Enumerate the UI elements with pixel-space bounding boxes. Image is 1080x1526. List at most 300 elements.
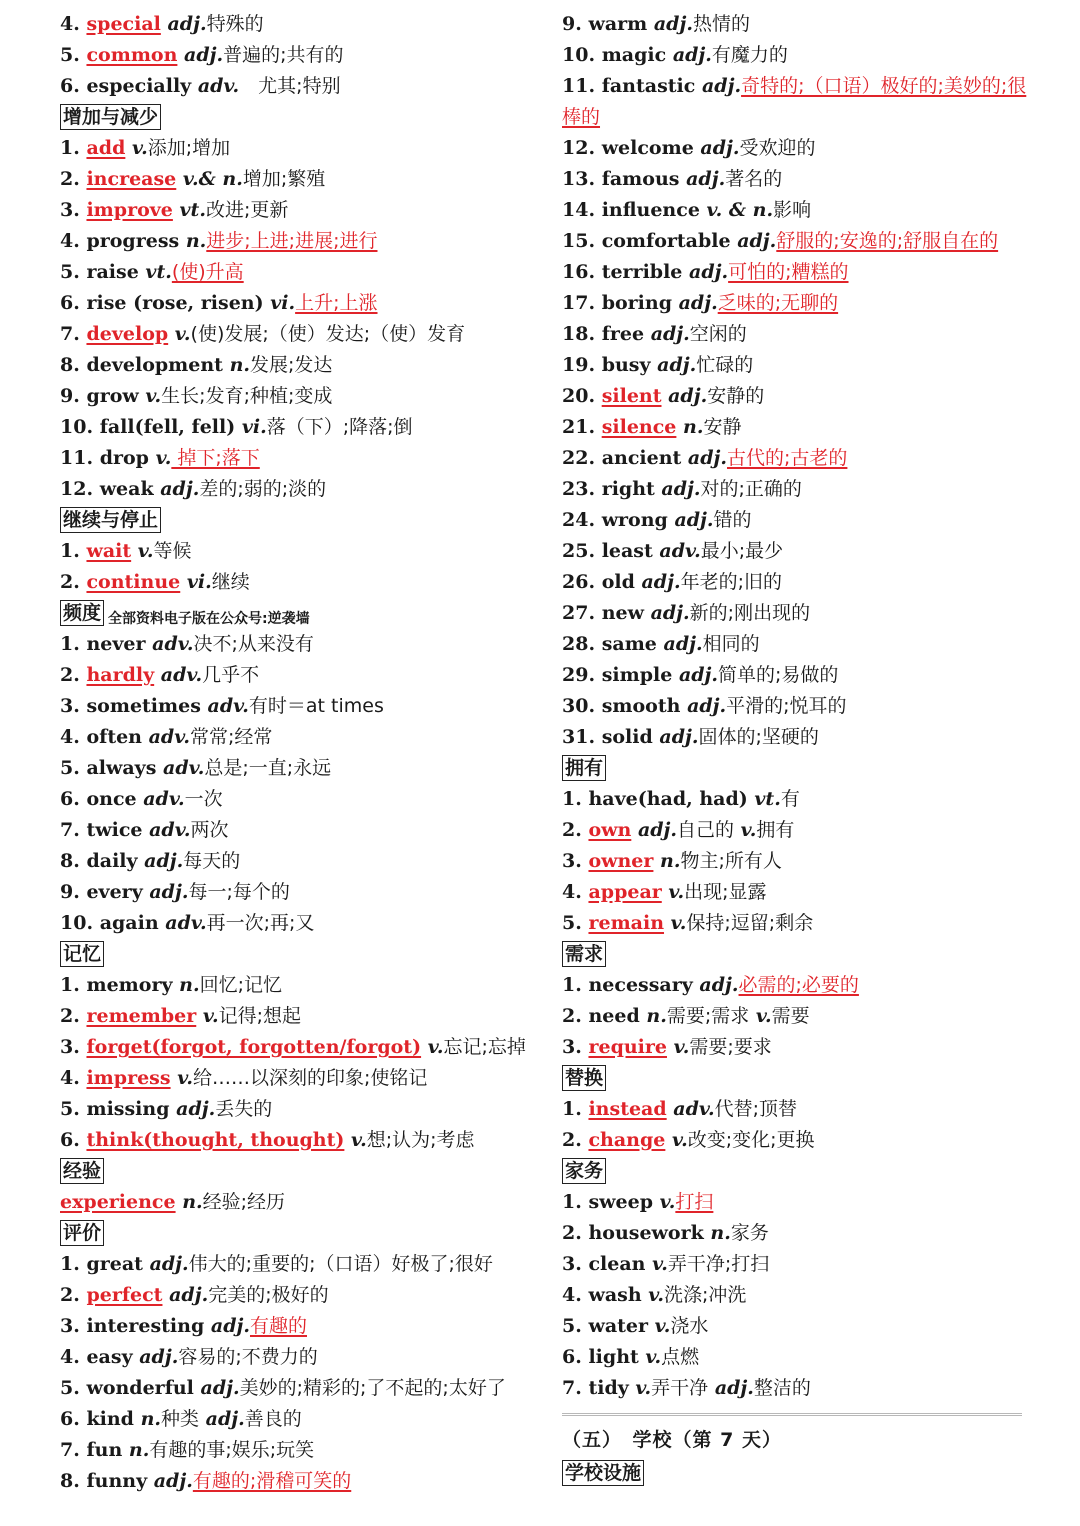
vocab-entry: [60, 567, 540, 598]
vocab-entry: [60, 1311, 540, 1342]
entry-number: 2.: [562, 1222, 582, 1244]
entry-meaning: 浇水: [670, 1315, 709, 1337]
section-heading: [562, 753, 1032, 784]
entry-number: 29.: [562, 664, 596, 686]
entry-meaning: 可怕的;糟糕的: [728, 261, 849, 283]
vocab-entry: [562, 133, 1032, 164]
entry-number: 2.: [562, 819, 582, 841]
entry-number: 25.: [562, 540, 596, 562]
vocab-entry: [60, 288, 540, 319]
entry-meaning: 差的;弱的;淡的: [199, 478, 327, 500]
entry-word: comfortable: [601, 230, 731, 252]
entry-meaning: 热情的: [692, 13, 750, 35]
entry-word: need: [588, 1005, 640, 1027]
section-heading-label: 需求: [562, 941, 606, 967]
entry-part-of-speech: v.: [740, 819, 757, 841]
entry-word: add: [86, 137, 126, 159]
section-heading-label: 频度: [60, 600, 104, 626]
vocab-entry: [562, 443, 1032, 474]
vocab-entry: [60, 722, 540, 753]
entry-number: 2.: [60, 168, 80, 190]
entry-word: appear: [588, 881, 662, 903]
entry-meaning: 相同的: [702, 633, 760, 655]
entry-number: 7.: [60, 323, 80, 345]
entry-part-of-speech: v.: [351, 1129, 367, 1151]
entry-number: 27.: [562, 602, 596, 624]
entry-number: 3.: [60, 1036, 80, 1058]
entry-part-of-speech: adv.: [659, 540, 701, 562]
entry-part-of-speech: adv.: [207, 695, 249, 717]
section-heading: [60, 505, 540, 536]
entry-word: tidy: [588, 1377, 629, 1399]
entry-part-of-speech: v.: [174, 323, 191, 345]
entry-word: own: [588, 819, 632, 841]
vocab-entry: [60, 319, 540, 350]
entry-meaning: 经验;经历: [202, 1191, 286, 1213]
entry-meaning: 弄干净;打扫: [667, 1253, 770, 1275]
section-heading: [562, 939, 1032, 970]
vocab-entry: [562, 1032, 1032, 1063]
entry-part-of-speech: adj.: [641, 571, 681, 593]
entry-word: drop: [99, 447, 149, 469]
vocab-entry: [562, 815, 1032, 846]
entry-part-of-speech: adj.: [149, 881, 189, 903]
entry-meaning: 有时＝at times: [248, 695, 384, 717]
entry-part-of-speech: n.: [710, 1222, 731, 1244]
entry-meaning: 回忆;记忆: [199, 974, 282, 996]
entry-part-of-speech: v.: [671, 1129, 688, 1151]
vocab-entry: [562, 1342, 1032, 1373]
vocab-entry: [562, 505, 1032, 536]
entry-part-of-speech: v.: [202, 1005, 219, 1027]
entry-number: 2.: [60, 664, 80, 686]
divider-line: [562, 1413, 1022, 1416]
entry-meaning: 改变;变化;更换: [687, 1129, 815, 1151]
entry-number: 5.: [60, 1098, 80, 1120]
entry-number: 19.: [562, 354, 596, 376]
entry-word: sweep: [588, 1191, 653, 1213]
entry-word: fun: [86, 1439, 123, 1461]
entry-word: fantastic: [601, 75, 696, 97]
entry-number: 10.: [562, 44, 596, 66]
entry-number: 1.: [562, 1098, 582, 1120]
entry-number: 1.: [60, 633, 80, 655]
entry-meaning: 著名的: [725, 168, 783, 190]
entry-number: 3.: [60, 1315, 80, 1337]
entry-number: 1.: [562, 788, 582, 810]
entry-number: 4.: [60, 230, 80, 252]
vocab-entry: [60, 536, 540, 567]
entry-number: 3.: [562, 850, 582, 872]
entry-part-of-speech: adj.: [674, 509, 714, 531]
entry-meaning: 需要: [771, 1005, 810, 1027]
entry-number: 12.: [60, 478, 94, 500]
entry-number: 14.: [562, 199, 596, 221]
entry-number: 10.: [60, 416, 94, 438]
entry-number: 4.: [562, 1284, 582, 1306]
vocab-entry: [562, 1311, 1032, 1342]
entry-part-of-speech: v.: [670, 912, 687, 934]
entry-word: require: [588, 1036, 667, 1058]
vocab-entry: [562, 877, 1032, 908]
entry-meaning: 发展;发达: [250, 354, 333, 376]
entry-word: terrible: [601, 261, 683, 283]
entry-number: 3.: [60, 199, 80, 221]
entry-number: 5.: [60, 1377, 80, 1399]
vocab-entry: [60, 71, 540, 102]
entry-number: 24.: [562, 509, 596, 531]
entry-word: old: [601, 571, 635, 593]
vocab-entry: [562, 784, 1032, 815]
entry-part-of-speech: v.: [131, 137, 148, 159]
entry-part-of-speech: adv.: [152, 633, 194, 655]
entry-word: special: [86, 13, 161, 35]
section-heading-label: 评价: [60, 1220, 104, 1246]
entry-number: 18.: [562, 323, 596, 345]
entry-meaning: 奇特的;（口语）极好的;美妙的;很: [741, 75, 1027, 97]
vocab-entry: [60, 381, 540, 412]
vocab-entry: [60, 908, 540, 939]
entry-word: solid: [601, 726, 653, 748]
entry-word: simple: [601, 664, 673, 686]
entry-number: 4.: [60, 1067, 80, 1089]
entry-meaning: 上升;上涨: [295, 292, 378, 314]
vocab-entry: [562, 1187, 1032, 1218]
entry-meaning: 记得;想起: [218, 1005, 302, 1027]
vocab-entry: [60, 753, 540, 784]
vocab-entry: [60, 1001, 540, 1032]
entry-part-of-speech: adj.: [700, 137, 740, 159]
entry-word: progress: [86, 230, 180, 252]
left-column: [60, 9, 540, 1497]
entry-meaning: 家务: [730, 1222, 769, 1244]
entry-word: smooth: [601, 695, 681, 717]
vocab-entry: [562, 691, 1032, 722]
entry-number: 6.: [60, 788, 80, 810]
entry-part-of-speech: adj.: [687, 695, 727, 717]
entry-word: water: [588, 1315, 649, 1337]
vocab-entry: [60, 443, 540, 474]
section-heading-label: 学校设施: [562, 1460, 644, 1486]
entry-part-of-speech: adj.: [668, 385, 708, 407]
entry-word: especially: [86, 75, 192, 97]
entry-part-of-speech: adv.: [149, 819, 191, 841]
entry-number: 10.: [60, 912, 94, 934]
entry-number: 5.: [60, 44, 80, 66]
entry-number: 9.: [60, 385, 80, 407]
entry-part-of-speech: adj.: [653, 13, 693, 35]
entry-number: 9.: [60, 881, 80, 903]
entry-word: hardly: [86, 664, 155, 686]
vocab-entry: [562, 195, 1032, 226]
entry-word: memory: [86, 974, 173, 996]
entry-meaning: 生长;发育;种植;变成: [161, 385, 333, 407]
entry-word: fall(fell, fell): [99, 416, 236, 438]
entry-part-of-speech: vi.: [186, 571, 212, 593]
entry-part-of-speech: adj.: [637, 819, 678, 841]
entry-part-of-speech: adv.: [148, 726, 190, 748]
entry-meaning: 安静: [703, 416, 742, 438]
entry-meaning: (使)升高: [171, 261, 244, 283]
entry-part-of-speech: vi.: [241, 416, 267, 438]
entry-part-of-speech: adj.: [689, 261, 729, 283]
entry-meaning: 增加;繁殖: [242, 168, 326, 190]
entry-word: ancient: [601, 447, 682, 469]
entry-number: 16.: [562, 261, 596, 283]
entry-meaning: 对的;正确的: [700, 478, 802, 500]
entry-word: wash: [588, 1284, 642, 1306]
vocab-entry: [562, 226, 1032, 257]
entry-word: boring: [601, 292, 672, 314]
section-heading-label: 家务: [562, 1158, 606, 1184]
entry-part-of-speech: adj.: [672, 44, 712, 66]
entry-part-of-speech: adj.: [659, 726, 699, 748]
vocab-entry: [60, 784, 540, 815]
section-heading-label: 增加与减少: [60, 104, 161, 130]
entry-number: 5.: [562, 912, 582, 934]
entry-number: 3.: [562, 1253, 582, 1275]
entry-meaning: 忘记;忘掉: [443, 1036, 526, 1058]
entry-part-of-speech: n.: [229, 354, 250, 376]
entry-number: 8.: [60, 354, 80, 376]
entry-word: silence: [601, 416, 677, 438]
entry-number: 8.: [60, 1470, 80, 1492]
vocab-entry: [60, 846, 540, 877]
entry-word: never: [86, 633, 146, 655]
vocab-entry: [562, 536, 1032, 567]
vocab-entry: [60, 1466, 540, 1497]
entry-word: magic: [601, 44, 667, 66]
entry-part-of-speech: v.: [427, 1036, 444, 1058]
entry-part-of-speech: v.& n.: [182, 168, 243, 190]
entry-word: kind: [86, 1408, 134, 1430]
section-heading: [562, 1458, 1032, 1489]
vocab-entry: [562, 567, 1032, 598]
entry-number: 7.: [60, 1439, 80, 1461]
entry-meaning: 空闲的: [689, 323, 747, 345]
vocab-entry: [60, 1125, 540, 1156]
entry-word: influence: [601, 199, 700, 221]
vocab-entry: [562, 1373, 1032, 1404]
entry-part-of-speech: adv.: [165, 912, 207, 934]
entry-meaning: 弄干净: [651, 1377, 709, 1399]
entry-part-of-speech: n.: [646, 1005, 667, 1027]
entry-meaning: 代替;顶替: [714, 1098, 798, 1120]
entry-part-of-speech: v.: [145, 385, 162, 407]
entry-word: twice: [86, 819, 143, 841]
entry-meaning: 添加;增加: [147, 137, 231, 159]
vocab-entry: [562, 629, 1032, 660]
entry-number: 5.: [60, 757, 80, 779]
entry-part-of-speech: adj.: [701, 75, 742, 97]
entry-part-of-speech: adj.: [167, 13, 207, 35]
entry-word: develop: [86, 323, 169, 345]
entry-number: 1.: [60, 1253, 80, 1275]
entry-word: every: [86, 881, 143, 903]
section-heading-label: 替换: [562, 1065, 606, 1091]
entry-word: impress: [86, 1067, 171, 1089]
vocab-entry: [562, 474, 1032, 505]
section-heading-label: 继续与停止: [60, 507, 161, 533]
entry-word: funny: [86, 1470, 148, 1492]
entry-number: 31.: [562, 726, 596, 748]
entry-word: remember: [86, 1005, 197, 1027]
entry-part-of-speech: vt.: [145, 261, 172, 283]
entry-meaning: 最小;最少: [700, 540, 784, 562]
entry-part-of-speech: adj.: [714, 1377, 754, 1399]
entry-part-of-speech: n.: [660, 850, 681, 872]
entry-meaning: 有趣的事;娱乐;玩笑: [149, 1439, 315, 1461]
entry-word: again: [99, 912, 159, 934]
vocab-entry: [60, 691, 540, 722]
entry-number: 5.: [60, 261, 80, 283]
chapter-title: （五） 学校（第 7 天）: [562, 1429, 782, 1451]
entry-number: 2.: [60, 571, 80, 593]
entry-number: 4.: [60, 1346, 80, 1368]
entry-word: wait: [86, 540, 132, 562]
entry-word: daily: [86, 850, 138, 872]
entry-part-of-speech: n.: [683, 416, 704, 438]
entry-word: often: [86, 726, 142, 748]
entry-part-of-speech: adj.: [663, 633, 703, 655]
entry-part-of-speech: adv.: [163, 757, 205, 779]
section-heading: [562, 1063, 1032, 1094]
vocab-entry: [60, 629, 540, 660]
entry-number: 1.: [60, 974, 80, 996]
entry-part-of-speech: adj.: [678, 292, 718, 314]
entry-word: silent: [601, 385, 662, 407]
entry-part-of-speech: adv.: [673, 1098, 715, 1120]
entry-word: instead: [588, 1098, 667, 1120]
entry-part-of-speech: adj.: [210, 1315, 250, 1337]
entry-part-of-speech: n.: [185, 230, 207, 252]
entry-meaning: 年老的;旧的: [680, 571, 782, 593]
entry-meaning: 美妙的;精彩的;了不起的;太好了: [239, 1377, 506, 1399]
entry-number: 3.: [562, 1036, 582, 1058]
vocab-entry: [562, 319, 1032, 350]
entry-part-of-speech: v.: [648, 1284, 665, 1306]
entry-part-of-speech: adj.: [149, 1253, 189, 1275]
divider-spacer: [562, 1404, 1032, 1422]
entry-meaning: 几乎不: [202, 664, 260, 686]
entry-part-of-speech: adv.: [143, 788, 185, 810]
entry-number: 4.: [60, 13, 80, 35]
vocab-entry-continuation: [562, 102, 1032, 133]
entry-word: common: [86, 44, 178, 66]
entry-meaning: 古代的;古老的: [727, 447, 848, 469]
entry-part-of-speech: n.: [128, 1439, 150, 1461]
entry-meaning: 等候: [153, 540, 192, 562]
entry-word: grow: [86, 385, 139, 407]
entry-meaning: 常常;经常: [189, 726, 273, 748]
entry-word: clean: [588, 1253, 646, 1275]
entry-word: experience: [60, 1191, 176, 1213]
entry-meaning: 给……以深刻的印象;使铭记: [192, 1067, 428, 1089]
entry-number: 7.: [562, 1377, 582, 1399]
entry-word: remain: [588, 912, 665, 934]
entry-word: increase: [86, 168, 177, 190]
entry-number: 22.: [562, 447, 596, 469]
entry-meaning: 改进;更新: [205, 199, 289, 221]
vocab-entry: [562, 1218, 1032, 1249]
vocab-entry: [562, 598, 1032, 629]
entry-number: 11.: [562, 75, 596, 97]
vocab-entry: [562, 1094, 1032, 1125]
section-heading-label: 经验: [60, 1158, 104, 1184]
entry-word: great: [86, 1253, 143, 1275]
entry-part-of-speech: adj.: [144, 850, 184, 872]
entry-number: 30.: [562, 695, 596, 717]
entry-word: right: [601, 478, 655, 500]
vocab-entry: [562, 71, 1032, 102]
vocab-entry: [562, 288, 1032, 319]
entry-meaning: 简单的;易做的: [718, 664, 839, 686]
vocab-entry: [60, 1373, 540, 1404]
entry-part-of-speech: adj.: [169, 1284, 209, 1306]
entry-number: 23.: [562, 478, 596, 500]
entry-word: always: [86, 757, 157, 779]
entry-meaning: 乏味的;无聊的: [717, 292, 839, 314]
entry-word: forget(forgot, forgotten/forgot): [86, 1036, 422, 1058]
entry-meaning: 一次: [184, 788, 223, 810]
entry-word: busy: [601, 354, 651, 376]
entry-number: 2.: [562, 1129, 582, 1151]
watermark-note: 全部资料电子版在公众号:逆袭墙: [108, 611, 310, 627]
entry-word: new: [601, 602, 644, 624]
entry-number: 2.: [60, 1005, 80, 1027]
vocab-entry: [562, 1249, 1032, 1280]
entry-meaning: 再一次;再;又: [206, 912, 315, 934]
right-column: [562, 9, 1032, 1489]
entry-meaning: 丢失的: [215, 1098, 273, 1120]
entry-number: 2.: [60, 1284, 80, 1306]
entry-word: think(thought, thought): [86, 1129, 345, 1151]
entry-number: 8.: [60, 850, 80, 872]
vocab-entry: [562, 1280, 1032, 1311]
entry-part-of-speech: adj.: [686, 168, 726, 190]
entry-part-of-speech: adj.: [737, 230, 777, 252]
entry-part-of-speech: adj.: [699, 974, 739, 996]
entry-word: wonderful: [86, 1377, 194, 1399]
entry-meaning: 必需的;必要的: [738, 974, 859, 996]
entry-part-of-speech: adv.: [160, 664, 203, 686]
entry-part-of-speech: adj.: [678, 664, 719, 686]
entry-part-of-speech: n.: [140, 1408, 162, 1430]
section-heading: [60, 1218, 540, 1249]
vocab-entry: [562, 846, 1032, 877]
vocab-entry: [60, 815, 540, 846]
entry-word: have(had, had): [588, 788, 748, 810]
entry-part-of-speech: adj.: [650, 602, 690, 624]
entry-part-of-speech: n.: [182, 1191, 203, 1213]
vocab-entry: [562, 381, 1032, 412]
entry-number: 1.: [562, 1191, 582, 1213]
entry-part-of-speech: adj.: [160, 478, 200, 500]
section-heading-label: 拥有: [562, 755, 606, 781]
vocab-entry: [562, 40, 1032, 71]
entry-meaning: 进步;上进;进展;进行: [206, 230, 378, 252]
vocab-entry: [60, 1063, 540, 1094]
entry-part-of-speech: v.: [137, 540, 154, 562]
section-heading: [562, 1156, 1032, 1187]
entry-number: 26.: [562, 571, 596, 593]
entry-number: 4.: [562, 881, 582, 903]
entry-number: 3.: [60, 695, 80, 717]
entry-meaning: 每一;每个的: [188, 881, 290, 903]
entry-meaning: 两次: [190, 819, 229, 841]
vocab-entry: [60, 1280, 540, 1311]
vocab-entry: [562, 164, 1032, 195]
